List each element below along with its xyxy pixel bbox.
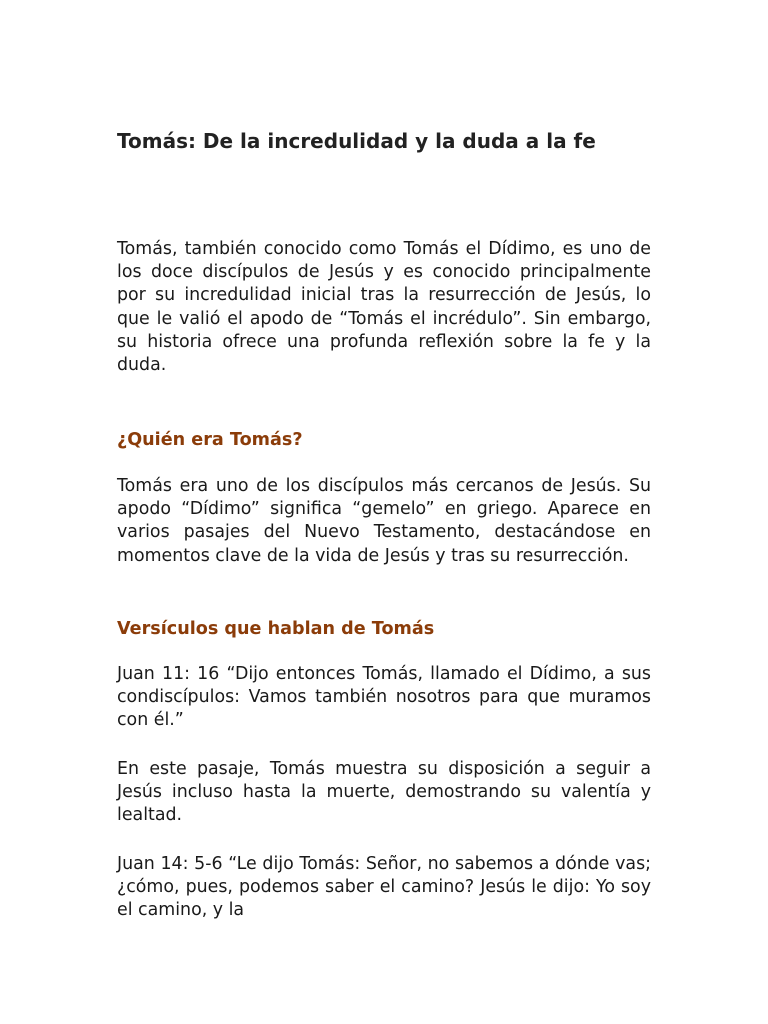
commentary-paragraph: En este pasaje, Tomás muestra su disposición a seguir a Jesús incluso hasta la muerte, demostrando su valentía y lealtad. bbox=[117, 759, 651, 826]
section-heading-versiculos: Versículos que hablan de Tomás bbox=[117, 619, 435, 639]
document-title: Tomás: De la incredulidad y la duda a la fe bbox=[117, 129, 596, 153]
verse-paragraph-juan-11-16: Juan 11: 16 “Dijo entonces Tomás, llamado el Dídimo, a sus condiscípulos: Vamos también nosotros para que muramos con él.” bbox=[117, 664, 651, 731]
section-paragraph: Tomás era uno de los discípulos más cercanos de Jesús. Su apodo “Dídimo” significa “gemelo” en griego. Aparece en varios pasajes del Nuevo Testamento, destacándose en momentos clave de la vida de Jesús y tras su resurrección. bbox=[117, 476, 651, 566]
intro-paragraph: Tomás, también conocido como Tomás el Dídimo, es uno de los doce discípulos de Jesús y es conocido principalmente por su incredulidad inicial tras la resurrección de Jesús, lo que le valió el apodo de “Tomás el incrédulo”. Sin embargo, su historia ofrece una profunda reflexión sobre la fe y la duda. bbox=[117, 239, 651, 376]
section-heading-quien-era-tomas: ¿Quién era Tomás? bbox=[117, 430, 303, 450]
verse-paragraph-juan-14-5-6: Juan 14: 5-6 “Le dijo Tomás: Señor, no sabemos a dónde vas; ¿cómo, pues, podemos saber el camino? Jesús le dijo: Yo soy el camino, y la bbox=[117, 854, 651, 921]
